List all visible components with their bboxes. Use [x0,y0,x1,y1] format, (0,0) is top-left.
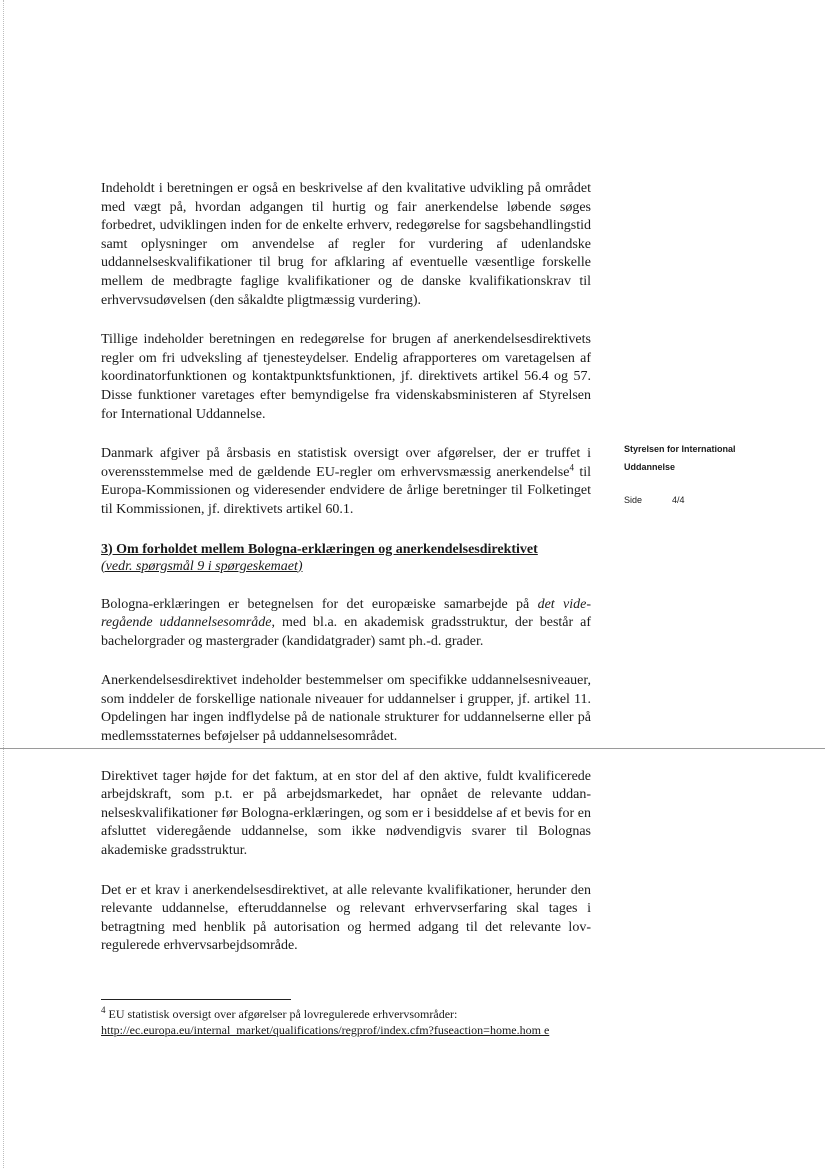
footnote [101,1006,601,1038]
section-subheading: (vedr. spørgsmål 9 i spørgeskemaet) [101,558,303,574]
footnote-text: EU statistisk oversigt over afgørelser på lovregulerede erhvervsområder: [105,1007,458,1021]
bologna-emphasis: det videregående uddannelsesområde [101,596,591,631]
statistics-text-a: Danmark afgiver på årsbasis en statistisk oversigt over afgørelser, der er truffet i overensstemmelse med de gældende EU-regler om erhvervsmæssig anerkendelse [101,446,591,480]
paragraph-bologna [101,596,591,652]
paragraph-statistics [101,445,591,519]
paragraph-directive-levels: Anerkendelsesdirektivet indeholder bestemmelser om specifikke uddannelsesniveauer, som inddeler de forskellige nationale niveauer for uddannelser i grupper, jf. artikel 11. Opdelingen har ingen indflydelse på de nationale strukturer for uddannelserne eller på medlemsstaternes beføjelser på uddannelsesområdet. [101,673,591,745]
page-left-edge [3,0,4,1168]
sidebar [624,440,804,506]
page-value: 4/4 [672,495,685,505]
footnote-ref[interactable]: 4 [569,462,574,473]
org-name-line2: Uddannelse [624,462,676,472]
main-text [101,180,591,977]
section-heading: 3) Om forholdet mellem Bologna-erklæringen og anerkendelsesdirektivet [101,541,538,557]
paragraph-services-report: Tillige indeholder beretningen en redegørelse for brugen af anerkendelsesdirektivets regler om fri udveksling af tjenesteydelser. Endelig afrapporteres om varetagelsen af koordinatorfunktionen og kontaktpunktsfunktionen, jf. direktivets artikel 56.4 og 57. Disse funktioner varetages efter bemyndigelse fra videnskabsministeren af Styrelsen for International Uddannelse. [101,332,591,422]
page-label: Side [624,495,643,505]
paragraph-quality-report: Indeholdt i beretningen er også en beskrivelse af den kvalitative udvikling på området med vægt på, hvordan adgangen til hurtig og fair anerkendelse løbende søges forbedret, udviklingen inden for de enkelte erhverv, redegørelse for sagsbehandlingstid samt oplysninger om anvendelse af regler for vurdering af udenlandske uddannelseskvalifikationer til brug for afklaring af eventuelle væsentlige forskelle mellem de medbragte faglige kvalifikationer og de danske kvalifikationskrav til erhvervsudøvelsen (den såkaldte pligtmæssig vurdering). [101,181,591,308]
paragraph-requirements: Det er et krav i anerkendelsesdirektivet, at alle relevante kvalifikationer, herunder den relevante uddannelse, efteruddannelse og relevant erhvervserfaring skal tages i betragtning med henblik på autorisation og hermed adgang til det relevante lovregulerede erhvervsarbejdsområde. [101,882,591,954]
footnote-link[interactable]: http://ec.europa.eu/internal_market/qualifications/regprof/index.cfm?fuseaction=home.hom e [101,1023,550,1037]
org-name-line1: Styrelsen for International [624,444,736,454]
bologna-text-b: , med bl.a. en akademisk gradsstruktur, der består af bachelorgrader og mastergrader (kandidatgrader) samt ph.-d. grader. [101,615,591,649]
footnote-divider [101,999,291,1000]
footnote-text-line [101,1006,601,1022]
paragraph-workforce: Direktivet tager højde for det faktum, at en stor del af den aktive, fuldt kvalificerede arbejdskraft, som p.t. er på arbejdsmarkedet, har opnået de relevante uddannelseskvalifikationer før Bologna-erklæringen, og som er i besiddelse af et bevis for en afsluttet videregående uddannelse, som ikke nødvendigvis svarer til Bolognas akademiske gradsstruktur. [101,768,591,859]
bologna-text-a: Bologna-erklæringen er betegnelsen for det europæiske samarbejde på [101,596,538,612]
footnote-marker: 4 [101,1005,106,1015]
statistics-text-b: til Europa-Kommissionen og videresender endvidere de årlige beretninger til Folketinget til Kommissionen, jf. direktivets artikel 60.1. [101,464,592,517]
page-number-row [624,494,804,506]
